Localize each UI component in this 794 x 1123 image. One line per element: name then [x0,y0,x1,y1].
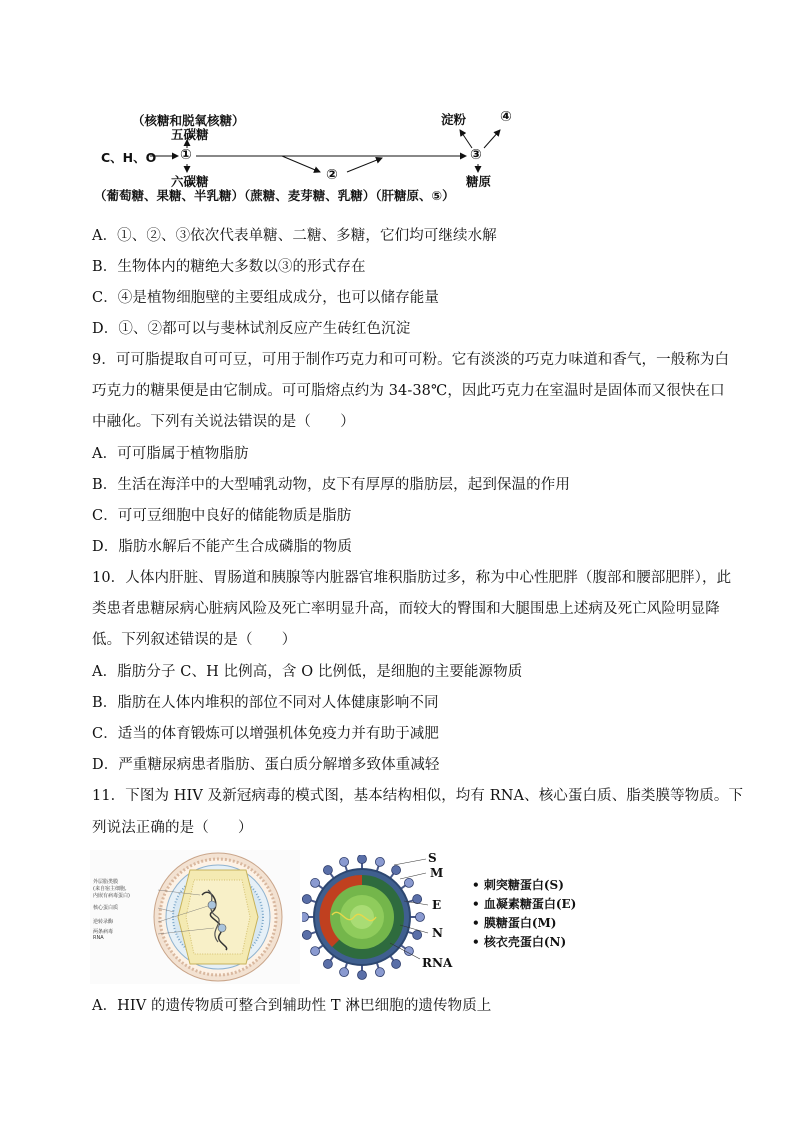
sugar-diagram-arrows [0,0,794,210]
q9-option-a: A．可可脂属于植物脂肪 [92,446,249,462]
diagram-pentose: 五碳糖 [171,127,209,142]
q9-stem-line-1: 9．可可脂提取自可可豆，可用于制作巧克力和可可粉。它有淡淡的巧克力味道和香气，一般称为白 [92,352,730,368]
q10-option-a: A．脂肪分子 C、H 比例高，含 O 比例低，是细胞的主要能源物质 [92,664,523,680]
q9-stem-line-2: 巧克力的糖果便是由它制成。可可脂熔点约为 34-38℃，因此巧克力在室温时是固体而又很快在口 [92,383,725,399]
q8-option-d: D．①、②都可以与斐林试剂反应产生砖红色沉淀 [92,321,411,337]
hiv-label-lipid-membrane: 外层脂类膜 [93,879,119,885]
q11-stem-line-2: 列说法正确的是（ ） [92,820,253,836]
legend-spike-protein: • 刺突糖蛋白(S) [472,878,564,892]
q10-stem-line-3: 低。下列叙述错误的是（ ） [92,632,297,648]
q8-option-c: C．④是植物细胞壁的主要组成成分，也可以储存能量 [92,290,439,306]
coronavirus-image [302,855,442,980]
diagram-elements: C、H、O [101,150,157,165]
hiv-label-host-origin: (来自宿主细胞, [93,886,127,892]
q10-option-d: D．严重糖尿病患者脂肪、蛋白质分解增多致体重减轻 [92,757,440,773]
diagram-hexose: 六碳糖 [171,174,209,189]
diagram-top-label: （核糖和脱氧核糖） [132,113,245,128]
legend-nucleocapsid: • 核衣壳蛋白(N) [472,935,567,949]
hiv-label-reverse-transcriptase: 逆转录酶 [93,919,114,925]
legend-hemagglutinin: • 血凝素糖蛋白(E) [472,897,577,911]
diagram-node4: ④ [500,109,512,125]
q9-option-c: C．可可豆细胞中良好的储能物质是脂肪 [92,508,352,524]
hiv-label-core-protein: 核心蛋白质 [93,905,119,911]
legend-membrane-protein: • 膜糖蛋白(M) [472,916,557,930]
coronavirus-label-e: E [432,898,442,912]
diagram-node1: ① [180,147,192,163]
q11-option-a: A．HIV 的遗传物质可整合到辅助性 T 淋巴细胞的遗传物质上 [92,998,492,1014]
hiv-virus-image [90,850,300,984]
q10-option-c: C．适当的体育锻炼可以增强机体免疫力并有助于减肥 [92,726,439,742]
q9-option-d: D．脂肪水解后不能产生合成磷脂的物质 [92,539,352,555]
diagram-bottom-label: （葡萄糖、果糖、半乳糖）（蔗糖、麦芽糖、乳糖）（肝糖原、⑤） [94,188,455,203]
q10-option-b: B．脂肪在人体内堆积的部位不同对人体健康影响不同 [92,695,439,711]
coronavirus-label-s: S [428,851,437,865]
hiv-label-rna: RNA [93,935,104,941]
q9-option-b: B．生活在海洋中的大型哺乳动物，皮下有厚厚的脂肪层，起到保温的作用 [92,477,570,493]
q10-stem-line-2: 类患者患糖尿病心脏病风险及死亡率明显升高，而较大的臀围和大腿围患上述病及死亡风险明显降 [92,601,720,617]
q10-stem-line-1: 10．人体内肝脏、胃肠道和胰腺等内脏器官堆积脂肪过多，称为中心性肥胖（腹部和腰部肥胖），此 [92,570,732,586]
coronavirus-label-rna: RNA [422,956,453,970]
coronavirus-label-n: N [432,926,443,940]
diagram-starch: 淀粉 [441,112,467,127]
q8-option-a: A．①、②、③依次代表单糖、二糖、多糖，它们均可继续水解 [92,228,497,244]
diagram-glycogen: 糖原 [466,174,492,189]
diagram-node2: ② [326,167,338,183]
hiv-label-two-rna: 两条病毒 [93,929,114,935]
coronavirus-label-m: M [430,866,444,880]
diagram-node3: ③ [470,147,482,163]
hiv-label-viral-protein: 内嵌有病毒蛋白) [93,893,130,899]
q11-stem-line-1: 11．下图为 HIV 及新冠病毒的模式图，基本结构相似，均有 RNA、核心蛋白质、脂类膜等物质。下 [92,788,744,804]
q9-stem-line-3: 中融化。下列有关说法错误的是（ ） [92,414,355,430]
q8-option-b: B．生物体内的糖绝大多数以③的形式存在 [92,259,366,275]
